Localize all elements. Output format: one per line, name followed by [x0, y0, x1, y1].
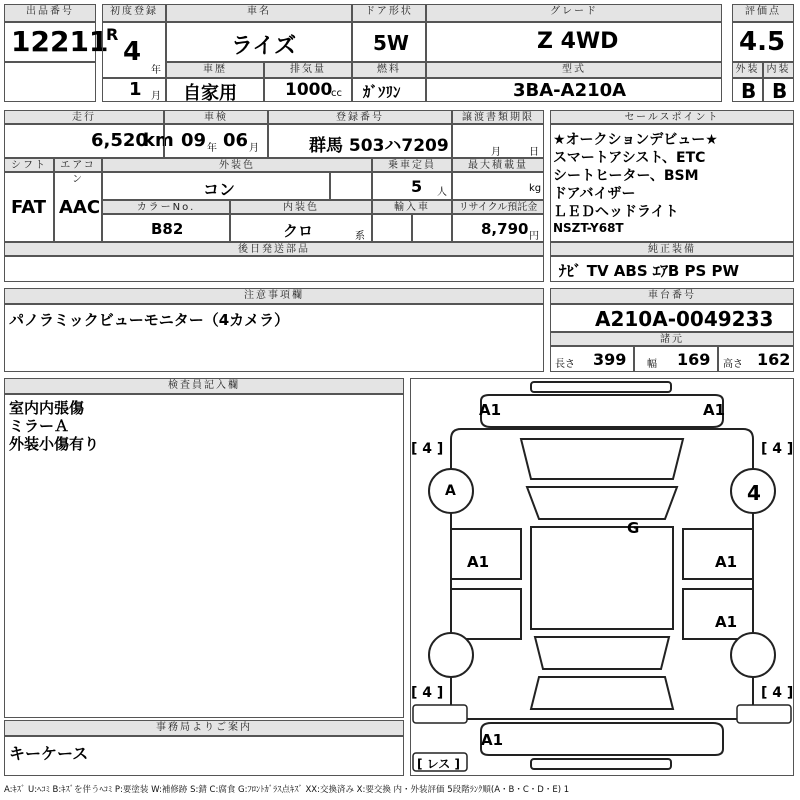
year-unit: 年 [151, 65, 161, 76]
roof [531, 527, 673, 629]
first-reg-year-cell [102, 22, 166, 78]
inspector-box [4, 394, 404, 718]
fuel-value: ｶﾞｿﾘﾝ [363, 83, 401, 101]
mark-front-left: A1 [479, 401, 502, 419]
hgt-cell [718, 346, 794, 372]
fuel-cell [352, 78, 426, 102]
notes-box [4, 304, 544, 372]
wid-label: 幅 [647, 359, 657, 370]
int-label: 内装 [763, 62, 794, 78]
recycle-cell [452, 214, 544, 242]
history-cell [166, 78, 264, 102]
reg-cell [268, 124, 452, 158]
recycle-label: リサイクル預託金 [452, 200, 544, 214]
equipment-cell [550, 256, 794, 282]
color-no-value: B82 [151, 220, 184, 238]
transfer-day: 日 [529, 147, 539, 158]
insp-year-unit: 年 [207, 143, 217, 154]
score-cell [732, 22, 794, 62]
mark-rear-left: A1 [481, 731, 504, 749]
load-cell [452, 172, 544, 200]
disp-cell [264, 78, 352, 102]
windshield [527, 487, 677, 519]
sales-line: シートヒーター、BSM [553, 168, 699, 184]
month-unit: 月 [151, 91, 161, 102]
chassis-value: A210A-0049233 [595, 307, 774, 331]
car-name-cell [166, 22, 352, 62]
ac-cell [54, 172, 102, 242]
lot-label: 出品番号 [4, 4, 96, 22]
load-unit: kg [529, 183, 542, 194]
first-reg-label: 初度登録 [102, 4, 166, 22]
dims-label: 諸元 [550, 332, 794, 346]
trunk [531, 677, 673, 709]
legend: A:ｷｽﾞ U:ﾍｺﾐ B:ｷｽﾞを伴うﾍｺﾐ P:要塗装 W:補修跡 S:錆 C:腐食 G:ﾌﾛﾝﾄｶﾞﾗｽ点ｷｽﾞ XX:交換済み X:要交換 内・外装評価 5段階ﾗﾝｸ順(A・B・C・D・E) 1 [4, 785, 570, 795]
mark-door-left: A1 [467, 553, 490, 571]
recycle-value: 8,790 [481, 220, 529, 238]
disp-unit: cc [331, 88, 342, 99]
transfer-cell [452, 124, 544, 158]
model-value: 3BA-A210A [513, 80, 627, 101]
mark-tire-rl: [ 4 ] [411, 685, 444, 701]
ac-label: エアコン [54, 158, 102, 172]
ext-label: 外装 [732, 62, 763, 78]
inspector-label: 検査員記入欄 [4, 378, 404, 394]
lot-cell [4, 22, 109, 62]
notes-label: 注意事項欄 [4, 288, 544, 304]
rear-left-door [451, 589, 521, 639]
import-cell-a [372, 214, 412, 242]
mileage-label: 走行 [4, 110, 164, 124]
wid-value: 169 [677, 350, 711, 369]
import-label: 輸入車 [372, 200, 452, 214]
insp-year: 09 [181, 130, 207, 151]
int-color-label: 内装色 [230, 200, 372, 214]
capacity-unit: 人 [437, 187, 447, 198]
mark-tire-rr: [ 4 ] [761, 685, 794, 701]
sales-line: ドアバイザー [553, 186, 636, 202]
front-bumper-bar [531, 382, 671, 392]
grade-label: グレード [426, 4, 722, 22]
inspector-line: ミラーＡ [9, 417, 70, 435]
ext-color-label: 外装色 [102, 158, 372, 172]
rear-left-lamp [413, 705, 467, 723]
sales-line: スマートアシスト、ETC [553, 150, 706, 166]
model-cell [426, 78, 722, 102]
sales-line: ★オークションデビュー★ [553, 132, 718, 148]
car-diagram [410, 378, 794, 776]
grade-cell [426, 22, 722, 62]
mark-door-right: A1 [715, 553, 738, 571]
sales-box [550, 124, 794, 242]
shift-cell [4, 172, 54, 242]
mark-windshield: G [627, 519, 640, 537]
equipment-label: 純正装備 [550, 242, 794, 256]
wid-cell [634, 346, 718, 372]
rear-left-wheel [429, 633, 473, 677]
mark-front-right: A1 [703, 401, 726, 419]
import-cell-b [412, 214, 452, 242]
front-bumper [481, 395, 726, 427]
car-name-label: 車名 [166, 4, 352, 22]
inspector-line: 室内内張傷 [9, 399, 85, 417]
int-color-unit: 系 [355, 231, 365, 242]
color-no-label: カラーNo. [102, 200, 230, 214]
len-label: 長さ [555, 359, 575, 370]
first-reg-month-cell [102, 78, 166, 102]
len-cell [550, 346, 634, 372]
rear-right-lamp [737, 705, 791, 723]
transfer-month: 月 [491, 147, 501, 158]
sales-line: NSZT-Y68T [553, 221, 624, 235]
office-label: 事務局よりご案内 [4, 720, 404, 736]
mark-tire-fr: [ 4 ] [761, 441, 794, 457]
rear-window [535, 637, 669, 669]
hgt-label: 高さ [723, 359, 743, 370]
int-color-value: クロ [283, 222, 314, 240]
ext-color-cell [102, 172, 330, 200]
disp-value: 1000 [285, 80, 333, 100]
load-label: 最大積載量 [452, 158, 544, 172]
insp-month-unit: 月 [249, 143, 259, 154]
car-name: ライズ [231, 34, 297, 59]
disp-label: 排気量 [264, 62, 352, 78]
chassis-cell [550, 304, 794, 332]
mark-wheel-fr: 4 [747, 481, 761, 505]
capacity-label: 乗車定員 [372, 158, 452, 172]
lot-blank [4, 62, 96, 102]
rear-bumper-bar [531, 759, 671, 769]
mileage-value: 6,520 [91, 130, 148, 151]
ext-cell [732, 78, 763, 102]
hgt-value: 162 [757, 350, 791, 369]
recycle-unit: 円 [529, 231, 539, 242]
inspection-label: 車検 [164, 110, 268, 124]
history-value: 自家用 [183, 83, 237, 104]
era: R [106, 25, 119, 44]
color-no-cell [102, 214, 230, 242]
int-value: B [772, 79, 788, 103]
later-parts-label: 後日発送部品 [4, 242, 544, 256]
mark-wheel-fl: A [445, 483, 456, 499]
insp-month: 06 [223, 130, 249, 151]
car-outline-svg [411, 379, 793, 775]
door-cell [352, 22, 426, 62]
equipment-value: ﾅﾋﾞ TV ABS ｴｱB PS PW [559, 262, 740, 280]
notes-value: パノラミックビューモニター（4カメラ） [9, 311, 290, 329]
int-cell [763, 78, 794, 102]
capacity-cell [372, 172, 452, 200]
ac-value: AAC [59, 197, 101, 218]
inspector-line: 外装小傷有り [9, 435, 100, 453]
mark-tire-fl: [ 4 ] [411, 441, 444, 457]
chassis-label: 車台番号 [550, 288, 794, 304]
score-value: 4.5 [739, 27, 786, 57]
rear-bumper [481, 723, 723, 755]
shift-value: FAT [11, 197, 47, 218]
door-label: ドア形状 [352, 4, 426, 22]
first-reg-month: 1 [129, 79, 142, 100]
ext-color-value: コン [203, 180, 236, 199]
car-body [451, 429, 753, 719]
shift-label: シフト [4, 158, 54, 172]
mark-rear-door-right: A1 [715, 613, 738, 631]
history-label: 車歴 [166, 62, 264, 78]
reg-value: 群馬 503ハ7209 [309, 136, 449, 156]
office-box [4, 736, 404, 776]
office-value: キーケース [9, 744, 89, 763]
later-parts-cell [4, 256, 544, 282]
int-color-cell [230, 214, 372, 242]
grade-value: Z 4WD [537, 29, 619, 54]
first-reg-year: 4 [123, 37, 142, 67]
len-value: 399 [593, 350, 627, 369]
mileage-unit: km [143, 130, 174, 151]
rear-right-wheel [731, 633, 775, 677]
score-label: 評価点 [732, 4, 794, 22]
sales-label: セールスポイント [550, 110, 794, 124]
transfer-label: 譲渡書類期限 [452, 110, 544, 124]
model-label: 型式 [426, 62, 722, 78]
fuel-label: 燃料 [352, 62, 426, 78]
inspection-cell [164, 124, 268, 158]
capacity-value: 5 [411, 177, 423, 196]
ext-color-blank [330, 172, 372, 200]
mark-spare: [ レス ] [417, 757, 460, 771]
lot-number: 12211 [11, 25, 109, 58]
sales-line: ＬＥＤヘッドライト [553, 204, 679, 220]
reg-label: 登録番号 [268, 110, 452, 124]
hood [521, 439, 683, 479]
ext-value: B [741, 79, 757, 103]
door-value: 5W [373, 31, 409, 55]
mileage-cell [4, 124, 174, 158]
